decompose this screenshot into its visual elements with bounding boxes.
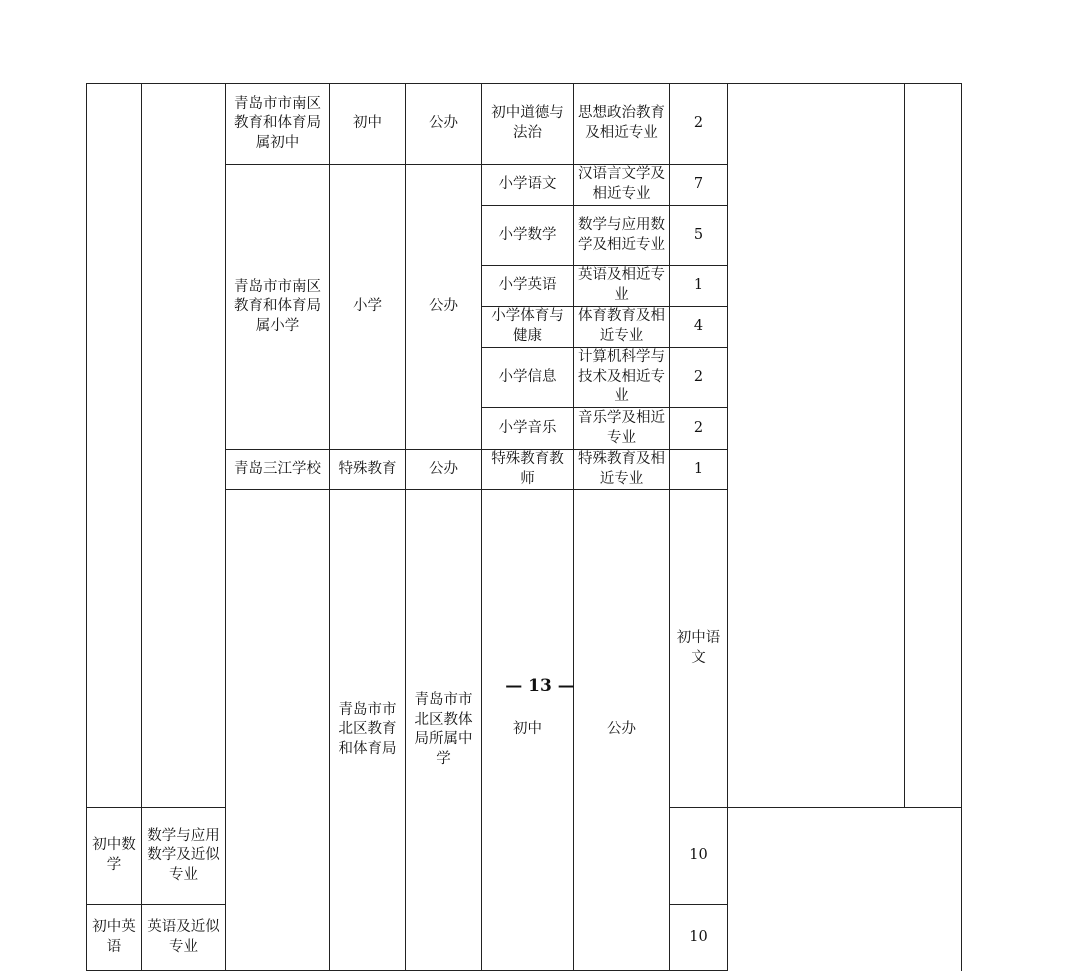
cell-count: 1	[670, 266, 728, 307]
cell-type: 公办	[406, 165, 482, 450]
cell-major: 音乐学及相近专业	[574, 408, 670, 450]
cell-subject: 小学数学	[482, 206, 574, 266]
table-row	[87, 84, 962, 165]
cell-subject: 特殊教育教师	[482, 450, 574, 490]
cell-email-blank	[905, 84, 962, 808]
cell-authority-nanqu	[142, 84, 226, 808]
cell-count: 7	[670, 165, 728, 206]
cell-major: 计算机科学与技术及相近专业	[574, 348, 670, 408]
cell-type: 公办	[574, 490, 670, 971]
cell-subject: 初中语文	[670, 490, 728, 808]
cell-level: 初中	[482, 490, 574, 971]
cell-subject: 小学音乐	[482, 408, 574, 450]
cell-major: 数学与应用数学及近似专业	[142, 808, 226, 905]
cell-subject: 小学信息	[482, 348, 574, 408]
cell-type: 公办	[406, 84, 482, 165]
cell-count: 1	[670, 450, 728, 490]
cell-type: 公办	[406, 450, 482, 490]
cell-blank	[87, 84, 142, 808]
cell-count: 2	[670, 84, 728, 165]
cell-school: 青岛三江学校	[226, 450, 330, 490]
cell-school: 青岛市市南区教育和体育局属初中	[226, 84, 330, 165]
cell-school: 青岛市市南区教育和体育局属小学	[226, 165, 330, 450]
cell-subject: 小学体育与健康	[482, 307, 574, 348]
cell-level: 特殊教育	[330, 450, 406, 490]
cell-level: 小学	[330, 165, 406, 450]
cell-count: 10	[670, 904, 728, 970]
cell-major: 汉语言文学及相近专业	[574, 165, 670, 206]
page-number: — 13 —	[505, 676, 575, 696]
cell-count: 2	[670, 348, 728, 408]
cell-major: 英语及近似专业	[142, 904, 226, 970]
cell-subject: 小学英语	[482, 266, 574, 307]
cell-major: 特殊教育及相近专业	[574, 450, 670, 490]
cell-major: 思想政治教育及相近专业	[574, 84, 670, 165]
recruitment-table	[86, 83, 962, 971]
cell-school: 青岛市市北区教体局所属中学	[406, 490, 482, 971]
cell-contact-blank	[728, 84, 905, 808]
cell-subject: 初中英语	[87, 904, 142, 970]
cell-subject: 初中数学	[87, 808, 142, 905]
cell-authority-beiqu: 青岛市市北区教育和体育局	[330, 490, 406, 971]
cell-subject: 初中道德与法治	[482, 84, 574, 165]
cell-major: 英语及相近专业	[574, 266, 670, 307]
cell-subject: 小学语文	[482, 165, 574, 206]
cell-count: 4	[670, 307, 728, 348]
cell-blank	[226, 490, 330, 971]
cell-count: 10	[670, 808, 728, 905]
cell-level: 初中	[330, 84, 406, 165]
cell-count: 2	[670, 408, 728, 450]
cell-count: 5	[670, 206, 728, 266]
cell-major: 数学与应用数学及相近专业	[574, 206, 670, 266]
cell-major: 体育教育及相近专业	[574, 307, 670, 348]
